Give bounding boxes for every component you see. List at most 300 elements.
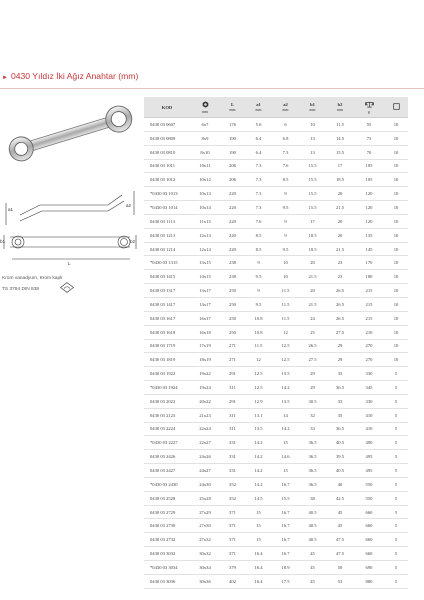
cell-b2: 40.5 — [326, 464, 354, 478]
cell-size: 8x9 — [190, 131, 220, 145]
cell-kod: 0430 03 2732 — [144, 533, 190, 547]
cell-weight: 490 — [354, 436, 384, 450]
cell-pack: 5 — [384, 574, 408, 588]
cell-b2: 36.5 — [326, 381, 354, 395]
table-row — [144, 353, 408, 367]
triangle-bullet-icon: ► — [2, 75, 8, 81]
cell-size: 13x15 — [190, 256, 220, 270]
table-header-row — [144, 97, 408, 118]
cell-weight: 660 — [354, 519, 384, 533]
cell-a1: 10.8 — [245, 325, 272, 339]
wrench-product-image — [0, 98, 140, 170]
cell-pack: 10 — [384, 311, 408, 325]
cell-l: 190 — [220, 145, 245, 159]
hex-socket-icon — [202, 101, 209, 108]
cell-a2: 11.5 — [272, 297, 299, 311]
cell-kod: *0430 03 1924 — [144, 381, 190, 395]
cell-pack: 10 — [384, 118, 408, 132]
cell-a1: 15 — [245, 505, 272, 519]
cell-b1: 33 — [299, 422, 326, 436]
cell-a1: 12.5 — [245, 367, 272, 381]
cell-l: 331 — [220, 436, 245, 450]
cell-kod: 0430 03 2123 — [144, 408, 190, 422]
cell-b2: 33 — [326, 394, 354, 408]
cell-weight: 215 — [354, 297, 384, 311]
cell-l: 371 — [220, 505, 245, 519]
cell-pack: 5 — [384, 422, 408, 436]
cell-b1: 20 — [299, 284, 326, 298]
cell-b1: 36.5 — [299, 450, 326, 464]
cell-weight: 105 — [354, 173, 384, 187]
cell-l: 190 — [220, 131, 245, 145]
cell-a2: 18.9 — [272, 561, 299, 575]
cell-size: 25x28 — [190, 491, 220, 505]
cell-l: 220 — [220, 228, 245, 242]
cell-weight: 410 — [354, 408, 384, 422]
cell-b1: 30.5 — [299, 394, 326, 408]
cell-b2: 47.5 — [326, 547, 354, 561]
cell-b2: 26.5 — [326, 311, 354, 325]
cell-b2: 17 — [326, 159, 354, 173]
cell-size: 24x30 — [190, 477, 220, 491]
cell-a1: 16.4 — [245, 574, 272, 588]
cell-size: 10x14 — [190, 201, 220, 215]
diagram-label-b2: b2 — [130, 239, 136, 244]
table-row — [144, 561, 408, 575]
cell-a1: 13.1 — [245, 408, 272, 422]
cell-b1: 36.5 — [299, 464, 326, 478]
cell-a1: 9 — [245, 256, 272, 270]
col-header-a1: a1 mm — [245, 97, 272, 118]
cell-a1: 9.5 — [245, 297, 272, 311]
cell-kod: 0430 03 2427 — [144, 464, 190, 478]
cell-weight: 70 — [354, 145, 384, 159]
cell-size: 18x19 — [190, 353, 220, 367]
cell-a2: 9.5 — [272, 201, 299, 215]
cell-b2: 45 — [326, 505, 354, 519]
cell-a1: 6.4 — [245, 145, 272, 159]
cell-l: 331 — [220, 450, 245, 464]
cell-a2: 16.7 — [272, 519, 299, 533]
table-row — [144, 284, 408, 298]
cell-b2: 18.5 — [326, 173, 354, 187]
cell-b1: 20 — [299, 256, 326, 270]
cell-weight: 660 — [354, 505, 384, 519]
cell-a2: 11.5 — [272, 311, 299, 325]
cell-b1: 32 — [299, 408, 326, 422]
cell-a2: 9 — [272, 214, 299, 228]
cell-l: 220 — [220, 242, 245, 256]
table-row — [144, 159, 408, 173]
cell-weight: 270 — [354, 339, 384, 353]
cell-l: 379 — [220, 561, 245, 575]
spec-table — [144, 97, 408, 589]
cell-a1: 7.6 — [245, 214, 272, 228]
cell-pack: 5 — [384, 464, 408, 478]
cell-l: 238 — [220, 256, 245, 270]
cell-l: 206 — [220, 173, 245, 187]
table-row — [144, 450, 408, 464]
cell-kod: 0430 03 0809 — [144, 131, 190, 145]
cell-weight: 120 — [354, 201, 384, 215]
cell-kod: *0430 03 1315 — [144, 256, 190, 270]
cell-l: 311 — [220, 381, 245, 395]
cell-b2: 29 — [326, 339, 354, 353]
col-header-weight: g — [354, 97, 384, 118]
cell-a2: 12.5 — [272, 339, 299, 353]
cell-pack: 10 — [384, 284, 408, 298]
table-row — [144, 256, 408, 270]
cell-b2: 23 — [326, 256, 354, 270]
cell-size: 17x19 — [190, 339, 220, 353]
cell-a2: 16.7 — [272, 533, 299, 547]
cell-pack: 5 — [384, 561, 408, 575]
cell-pack: 10 — [384, 325, 408, 339]
cell-weight: 105 — [354, 159, 384, 173]
cell-b2: 45 — [326, 519, 354, 533]
cell-pack: 5 — [384, 491, 408, 505]
cell-a2: 12 — [272, 325, 299, 339]
cell-a1: 7.3 — [245, 201, 272, 215]
table-row — [144, 547, 408, 561]
cell-pack: 10 — [384, 173, 408, 187]
cell-a1: 14.2 — [245, 436, 272, 450]
cell-a1: 8.5 — [245, 228, 272, 242]
cell-l: 371 — [220, 533, 245, 547]
cell-weight: 330 — [354, 367, 384, 381]
cell-l: 271 — [220, 353, 245, 367]
cell-b2: 50 — [326, 561, 354, 575]
cell-weight: 73 — [354, 131, 384, 145]
cell-b1: 18.5 — [299, 228, 326, 242]
cell-size: 12x14 — [190, 242, 220, 256]
cell-b2: 15.5 — [326, 145, 354, 159]
cell-kod: 0430 03 1012 — [144, 173, 190, 187]
cell-b1: 40.5 — [299, 533, 326, 547]
cell-b2: 35 — [326, 408, 354, 422]
cell-size: 16x17 — [190, 311, 220, 325]
cell-l: 250 — [220, 325, 245, 339]
table-row — [144, 311, 408, 325]
cell-weight: 210 — [354, 325, 384, 339]
cell-kod: 0430 03 2426 — [144, 450, 190, 464]
cell-l: 291 — [220, 394, 245, 408]
cell-l: 238 — [220, 270, 245, 284]
cell-l: 220 — [220, 187, 245, 201]
cell-b1: 25 — [299, 325, 326, 339]
cell-pack: 5 — [384, 547, 408, 561]
cell-kod: 0430 03 3036 — [144, 574, 190, 588]
table-row — [144, 297, 408, 311]
table-row — [144, 464, 408, 478]
cell-size: 19x24 — [190, 381, 220, 395]
cell-b1: 21.5 — [299, 270, 326, 284]
cell-a2: 10 — [272, 256, 299, 270]
cell-a1: 7.3 — [245, 159, 272, 173]
cell-a1: 14.2 — [245, 477, 272, 491]
col-header-a2: a2 mm — [272, 97, 299, 118]
cell-pack: 5 — [384, 381, 408, 395]
diagram-label-a2: a2 — [126, 203, 132, 208]
cell-size: 14x15 — [190, 270, 220, 284]
cell-b2: 11.5 — [326, 118, 354, 132]
cell-kod: 0430 03 2528 — [144, 491, 190, 505]
table-row — [144, 574, 408, 588]
cell-pack: 5 — [384, 505, 408, 519]
cell-a1: 14.2 — [245, 450, 272, 464]
cell-pack: 10 — [384, 159, 408, 173]
cell-a2: 13.5 — [272, 394, 299, 408]
cell-size: 22x27 — [190, 436, 220, 450]
cell-size: 10x11 — [190, 159, 220, 173]
cell-a2: 14.2 — [272, 381, 299, 395]
cell-b2: 20 — [326, 228, 354, 242]
cell-pack: 10 — [384, 297, 408, 311]
diagram-label-a1: a1 — [8, 207, 14, 212]
cell-l: 271 — [220, 339, 245, 353]
cell-b2: 26.5 — [326, 284, 354, 298]
cell-kod: *0430 03 3034 — [144, 561, 190, 575]
cell-pack: 10 — [384, 242, 408, 256]
cell-b1: 18.5 — [299, 242, 326, 256]
cell-l: 311 — [220, 422, 245, 436]
diagram-label-b1: b1 — [0, 239, 6, 244]
cell-kod: 0430 03 1922 — [144, 367, 190, 381]
table-row — [144, 325, 408, 339]
cell-a2: 16.7 — [272, 505, 299, 519]
cell-weight: 180 — [354, 270, 384, 284]
cell-a2: 9 — [272, 228, 299, 242]
cell-b1: 13 — [299, 131, 326, 145]
cell-l: 311 — [220, 408, 245, 422]
cell-pack: 5 — [384, 477, 408, 491]
cell-size: 6x7 — [190, 118, 220, 132]
cell-a2: 10 — [272, 270, 299, 284]
cell-weight: 690 — [354, 561, 384, 575]
cell-b2: 26.5 — [326, 297, 354, 311]
cell-b1: 17 — [299, 214, 326, 228]
box-icon — [393, 103, 400, 110]
cell-weight: 495 — [354, 450, 384, 464]
cell-size: 24x26 — [190, 450, 220, 464]
cell-a2: 7.6 — [272, 159, 299, 173]
cell-a2: 16.7 — [272, 547, 299, 561]
cell-pack: 5 — [384, 436, 408, 450]
cell-kod: 0430 03 1113 — [144, 214, 190, 228]
cell-a1: 7.3 — [245, 187, 272, 201]
cell-pack: 5 — [384, 533, 408, 547]
col-header-l: L mm — [220, 97, 245, 118]
cell-pack: 10 — [384, 270, 408, 284]
cell-a1: 9.5 — [245, 270, 272, 284]
cell-kod: 0430 03 2730 — [144, 519, 190, 533]
cell-b2: 21.5 — [326, 201, 354, 215]
cell-weight: 120 — [354, 187, 384, 201]
cell-pack: 5 — [384, 408, 408, 422]
cell-b1: 45 — [299, 574, 326, 588]
cell-b2: 36.5 — [326, 422, 354, 436]
cell-kod: 0430 03 1214 — [144, 242, 190, 256]
cell-size: 20x22 — [190, 394, 220, 408]
cell-kod: 0430 03 1317 — [144, 284, 190, 298]
cell-a2: 9 — [272, 187, 299, 201]
cell-pack: 10 — [384, 228, 408, 242]
cell-a1: 6.4 — [245, 131, 272, 145]
material-note: Krom vanadyum, Krom kaplı — [2, 276, 63, 281]
cell-a1: 9 — [245, 284, 272, 298]
cell-a1: 12.5 — [245, 381, 272, 395]
cell-kod: 0430 03 2022 — [144, 394, 190, 408]
page-title — [2, 71, 138, 81]
cell-b1: 15.5 — [299, 173, 326, 187]
cell-size: 10x12 — [190, 173, 220, 187]
cell-size: 30x34 — [190, 561, 220, 575]
page-title-text: 0430 Yıldız İki Ağız Anahtar (mm) — [10, 71, 139, 81]
cell-b1: 15.5 — [299, 159, 326, 173]
table-row — [144, 367, 408, 381]
table-row — [144, 228, 408, 242]
cell-size: 22x24 — [190, 422, 220, 436]
table-row — [144, 131, 408, 145]
cell-a1: 14.2 — [245, 464, 272, 478]
cell-b2: 53 — [326, 574, 354, 588]
cell-weight: 135 — [354, 228, 384, 242]
cell-b1: 21.5 — [299, 297, 326, 311]
cell-b2: 14.5 — [326, 131, 354, 145]
cell-weight: 550 — [354, 477, 384, 491]
table-row — [144, 394, 408, 408]
cell-weight: 880 — [354, 574, 384, 588]
cell-pack: 5 — [384, 394, 408, 408]
cell-kod: *0430 03 2227 — [144, 436, 190, 450]
cell-size: 14x17 — [190, 297, 220, 311]
table-row — [144, 505, 408, 519]
cell-a2: 13.5 — [272, 367, 299, 381]
table-row — [144, 201, 408, 215]
cell-l: 402 — [220, 574, 245, 588]
cell-b1: 13 — [299, 145, 326, 159]
cell-b1: 40.5 — [299, 519, 326, 533]
cell-b1: 36.5 — [299, 436, 326, 450]
cell-l: 331 — [220, 464, 245, 478]
cell-kod: *0430 03 1014 — [144, 201, 190, 215]
cell-kod: 0430 03 2224 — [144, 422, 190, 436]
cell-b2: 23 — [326, 270, 354, 284]
cell-kod: 0430 03 1415 — [144, 270, 190, 284]
table-row — [144, 408, 408, 422]
cell-b1: 15.5 — [299, 187, 326, 201]
title-divider — [0, 88, 424, 89]
cell-size: 19x22 — [190, 367, 220, 381]
cell-a2: 12.5 — [272, 353, 299, 367]
table-row — [144, 381, 408, 395]
table-row — [144, 270, 408, 284]
cell-b2: 40.5 — [326, 436, 354, 450]
table-row — [144, 173, 408, 187]
cell-a2: 11.5 — [272, 284, 299, 298]
cell-pack: 10 — [384, 131, 408, 145]
cell-l: 220 — [220, 214, 245, 228]
cell-a2: 15 — [272, 436, 299, 450]
table-row — [144, 242, 408, 256]
cell-size: 24x27 — [190, 464, 220, 478]
table-row — [144, 187, 408, 201]
cell-weight: 120 — [354, 214, 384, 228]
tse-mark-icon — [60, 282, 74, 293]
cell-l: 250 — [220, 311, 245, 325]
cell-a1: 7.3 — [245, 173, 272, 187]
cell-kod: 0430 03 2729 — [144, 505, 190, 519]
cell-kod: *0430 03 2430 — [144, 477, 190, 491]
cell-a2: 17.5 — [272, 574, 299, 588]
cell-a2: 8.5 — [272, 173, 299, 187]
cell-kod: 0430 03 1617 — [144, 311, 190, 325]
table-row — [144, 477, 408, 491]
table-row — [144, 339, 408, 353]
cell-pack: 5 — [384, 367, 408, 381]
cell-b2: 33 — [326, 367, 354, 381]
cell-size: 12x13 — [190, 228, 220, 242]
cell-size: 27x29 — [190, 505, 220, 519]
cell-l: 220 — [220, 201, 245, 215]
cell-kod: 0430 03 3032 — [144, 547, 190, 561]
cell-a1: 8.5 — [245, 242, 272, 256]
cell-b1: 15.5 — [299, 201, 326, 215]
cell-pack: 10 — [384, 339, 408, 353]
col-header-b1: b1 mm — [299, 97, 326, 118]
cell-pack: 10 — [384, 145, 408, 159]
table-row — [144, 491, 408, 505]
cell-kod: 0430 03 1719 — [144, 339, 190, 353]
cell-kod: 0430 03 1819 — [144, 353, 190, 367]
cell-size: 27x32 — [190, 533, 220, 547]
cell-weight: 215 — [354, 284, 384, 298]
table-row — [144, 533, 408, 547]
cell-l: 371 — [220, 547, 245, 561]
cell-a1: 16.4 — [245, 547, 272, 561]
spec-table-body — [144, 118, 408, 589]
cell-weight: 660 — [354, 547, 384, 561]
cell-b1: 10 — [299, 118, 326, 132]
cell-b1: 26.5 — [299, 339, 326, 353]
cell-b1: 40.5 — [299, 505, 326, 519]
cell-a2: 15 — [272, 464, 299, 478]
cell-b2: 39.5 — [326, 450, 354, 464]
cell-weight: 495 — [354, 464, 384, 478]
cell-b1: 45 — [299, 561, 326, 575]
diagram-label-l: L — [68, 261, 71, 266]
cell-size: 30x32 — [190, 547, 220, 561]
cell-a2: 15.5 — [272, 491, 299, 505]
col-header-pack — [384, 97, 408, 118]
table-row — [144, 519, 408, 533]
cell-weight: 270 — [354, 353, 384, 367]
cell-a2: 9.5 — [272, 242, 299, 256]
cell-a2: 7.3 — [272, 145, 299, 159]
cell-l: 250 — [220, 297, 245, 311]
cell-b1: 24 — [299, 311, 326, 325]
table-row — [144, 214, 408, 228]
cell-b2: 29 — [326, 353, 354, 367]
cell-size: 30x36 — [190, 574, 220, 588]
cell-a2: 14 — [272, 408, 299, 422]
cell-pack: 10 — [384, 353, 408, 367]
cell-b2: 20 — [326, 187, 354, 201]
cell-pack: 10 — [384, 187, 408, 201]
cell-pack: 5 — [384, 450, 408, 464]
cell-a2: 14.2 — [272, 422, 299, 436]
col-header-b2: b2 mm — [326, 97, 354, 118]
